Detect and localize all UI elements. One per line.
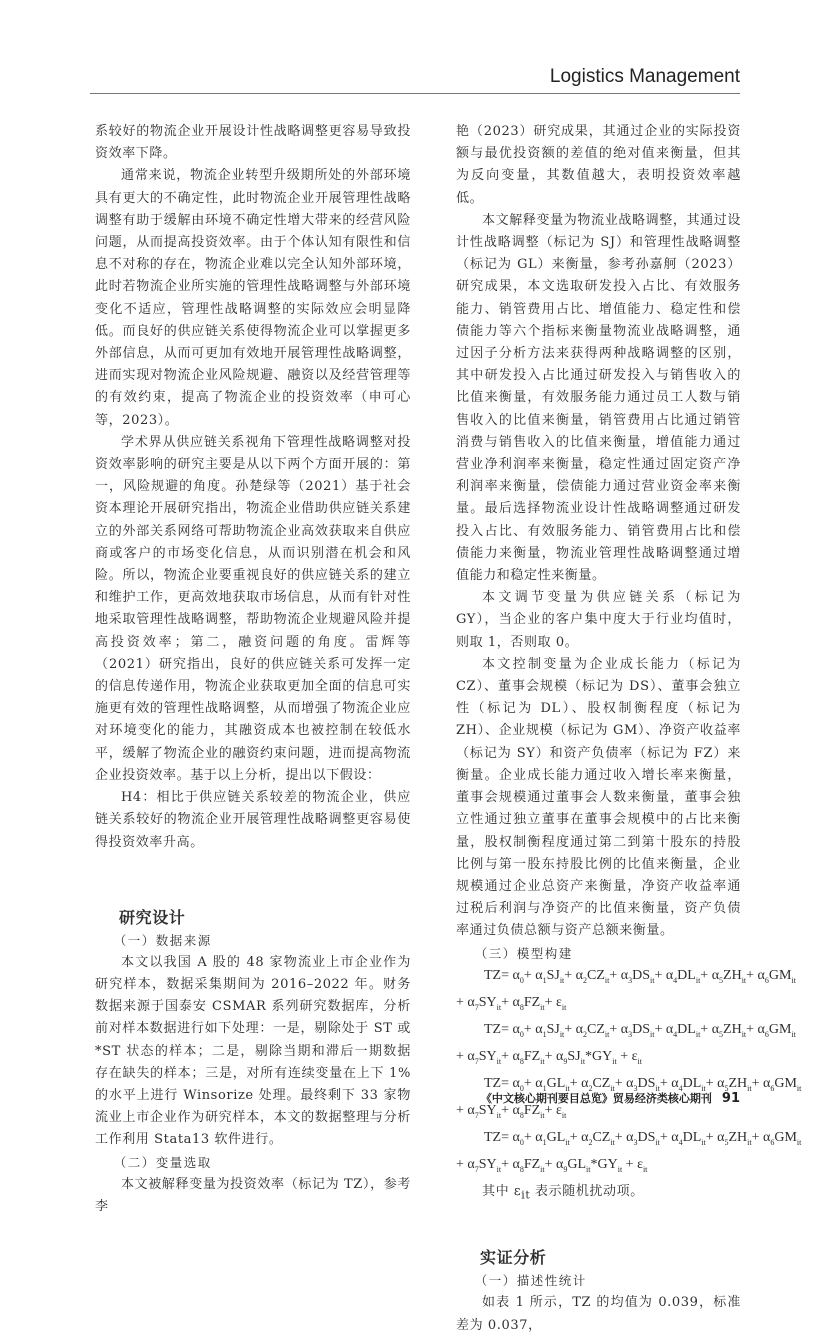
formula-subscript: 4	[678, 1137, 683, 1147]
formula-text: GL	[567, 1156, 587, 1172]
formula-text: + α	[523, 1129, 543, 1145]
formula-text: + α	[501, 1102, 520, 1118]
paragraph: 本文以我国 A 股的 48 家物流业上市企业作为研究样本，数据采集期间为 2016–2022 年。财务数据来源于国泰安 CSMAR 系列研究数据库，分析前对样本数据进行如下处理：一是，剔除处于 ST 或 *ST 状态的样本；二是，剔除当期和滞后一期数据存在缺失的样本；三是，对所有连续变量在上下 1% 的水平上进行 Winsorize 处理。最终剩下 33 家物流业上市企业作为研究样本，本文的数据整理与分析工作利用 Stata13 软件进行。	[95, 954, 411, 1148]
formula-text: CZ	[592, 1129, 611, 1145]
formula-subscript: it	[747, 1083, 752, 1093]
formula-subscript: it	[695, 975, 701, 985]
paragraph: 如表 1 所示，TZ 的均值为 0.039，标准差为 0.037，	[456, 1295, 741, 1333]
formula-text: TZ= α	[484, 1129, 520, 1145]
formula-subscript: 5	[724, 1083, 729, 1093]
formula-text: + α	[654, 967, 674, 983]
formula-subscript: 5	[719, 1029, 724, 1039]
formula-text: DL	[682, 1129, 702, 1145]
formula-text: + ε	[616, 1048, 638, 1064]
paragraph: 本文调节变量为供应链关系（标记为 GY），当企业的客户集中度大于行业均值时，则取 1，否则取 0。	[456, 590, 741, 650]
formula-text: + α	[700, 967, 720, 983]
subsection-heading-descriptive: （一）描述性统计	[474, 1273, 587, 1289]
paragraph: 本文解释变量为物流业战略调整，其通过设计性战略调整（标记为 SJ）和管理性战略调整（标记为 GL）来衡量，参考孙嘉舸（2023）研究成果，本文选取研发投入占比、有效服务能力、销管费用占比、增值能力、稳定性和偿债能力等六个指标来衡量物流业战略调整，通过因子分析方法来获得两种战略调整的区别，其中研发投入占比通过研发投入与销售收入的比值来衡量，有效服务能力通过员工人数与销售收入的比值来衡量，销管费用占比通过销管消费与销售收入的比值来衡量，增值能力通过营业净利润率来衡量，稳定性通过固定资产净利润率来衡量，偿债能力通过营业资金率来衡量。最后选择物流业设计性战略调整通过研发投入占比、有效服务能力、销管费用占比和偿债能力来衡量，物流业管理性战略调整通过增值能力和稳定性来衡量。	[456, 212, 741, 584]
formula-text: ZH	[723, 967, 742, 983]
formula-text: TZ= α	[484, 1075, 520, 1091]
formula-subscript: 0	[519, 1083, 524, 1093]
equation-1-line-1	[456, 965, 796, 992]
formula-text: DS	[632, 1021, 650, 1037]
paragraph: 学术界从供应链关系视角下管理性战略调整对投资效率影响的研究主要是从以下两个方面开展的：第一，风险规避的角度。孙楚绿等（2021）基于社会资本理论开展研究指出，物流企业借助供应链关系建立的外部关系网络可帮助物流企业高效获取来自供应商或客户的市场变化信息，从而识别潜在机会和风险。所以，物流企业要重视良好的供应链关系的建立和维护工作，更高效地获取市场信息，从而有针对性地采取管理性战略调整，帮助物流企业规避风险并提高投资效率；第二，融资问题的角度。雷辉等（2021）研究指出，良好的供应链关系可发挥一定的信息传递作用，物流企业获取更加全面的信息可实施更有效的管理性战略调整，从而增强了物流企业应对环境变化的能力，其融资成本也被控制在较低水平，缓解了物流企业的融资约束问题，进而提高物流企业投资效率。基于以上分析，提出以下假设：	[95, 434, 411, 783]
formula-subscript: it	[565, 1137, 570, 1147]
formula-text: SJ	[567, 1048, 581, 1064]
formula-subscript: it	[565, 1083, 570, 1093]
equation-4-line-1	[456, 1127, 802, 1154]
journal-running-header: Logistics Management	[549, 66, 740, 87]
formula-text: GM	[768, 967, 792, 983]
formula-text: + α	[456, 994, 475, 1010]
formula-subscript: 4	[678, 1083, 683, 1093]
formula-text: CZ	[587, 967, 605, 983]
equation-2-line-1	[456, 1019, 796, 1046]
formula-subscript: it	[540, 1002, 545, 1012]
formula-text: + α	[705, 1129, 725, 1145]
formula-subscript: 1	[542, 1083, 547, 1093]
formula-text: + α	[751, 1075, 771, 1091]
formula-text: SJ	[546, 967, 560, 983]
formula-subscript: it	[741, 975, 747, 985]
formula-subscript: it	[540, 1110, 545, 1120]
model-equations	[456, 965, 802, 1181]
formula-text: SY	[478, 1156, 497, 1172]
formula-text: + α	[659, 1129, 679, 1145]
page-number: 91	[721, 1091, 740, 1106]
paragraph: 通常来说，物流企业转型升级期所处的外部环境具有更大的不确定性，此时物流企业开展管理性战略调整有助于缓解由环境不确定性增大带来的经营风险问题，从而提高投资效率。由于个体认知有限性和信息不对称的存在，物流企业难以完全认知外部环境，此时若物流企业所实施的管理性战略调整与外部环境变化不适应，管理性战略调整的实际效应会明显降低。而良好的供应链关系使得物流企业可以掌握更多外部信息，从而可更加有效地开展管理性战略调整，进而实现对物流企业风险规避、融资以及经营管理等的有效约束，提高了物流企业的投资效率（申可心等，2023）。	[95, 168, 411, 428]
formula-text: + α	[523, 1021, 543, 1037]
formula-text: 表示随机扰动项。	[530, 1183, 644, 1199]
formula-subscript: it	[649, 1029, 655, 1039]
formula-text: *GY	[585, 1048, 613, 1064]
formula-subscript: it	[796, 1137, 802, 1147]
formula-text: + α	[746, 967, 765, 983]
formula-text: + α	[746, 1021, 765, 1037]
formula-subscript: it	[496, 1056, 502, 1066]
right-column	[456, 121, 802, 1337]
formula-text: DS	[637, 1129, 656, 1145]
formula-text: + α	[564, 1021, 583, 1037]
formula-subscript: 7	[474, 1110, 479, 1120]
formula-subscript: it	[559, 975, 565, 985]
formula-subscript: it	[496, 1164, 502, 1174]
header-rule	[90, 93, 740, 94]
formula-subscript: 0	[519, 1029, 524, 1039]
formula-text: ZH	[728, 1075, 748, 1091]
formula-text: DL	[677, 967, 696, 983]
formula-subscript: 9	[563, 1056, 568, 1066]
formula-text: SY	[478, 1048, 497, 1064]
formula-text: TZ= α	[484, 967, 520, 983]
hypothesis-h4: H4：相比于供应链关系较差的物流企业，供应链关系较好的物流企业开展管理性战略调整更容易使得投资效率升高。	[95, 790, 411, 850]
formula-subscript: it	[521, 1188, 531, 1202]
formula-subscript: it	[655, 1083, 660, 1093]
formula-subscript: 3	[633, 1137, 638, 1147]
subsection-heading-model: （三）模型构建	[474, 945, 573, 961]
formula-subscript: it	[695, 1029, 701, 1039]
footer-journal-note: 《中文核心期刊要目总览》贸易经济类核心期刊	[480, 1092, 712, 1105]
formula-text: + α	[654, 1021, 674, 1037]
formula-text: CZ	[592, 1075, 611, 1091]
formula-text: CZ	[587, 1021, 605, 1037]
page-footer	[481, 1090, 740, 1106]
paragraph: 系较好的物流企业开展设计性战略调整更容易导致投资效率下降。	[95, 124, 411, 162]
formula-subscript: 8	[519, 1164, 524, 1174]
formula-text: + α	[614, 1129, 634, 1145]
formula-subscript: it	[612, 1056, 617, 1066]
formula-subscript: 0	[519, 975, 524, 985]
formula-subscript: 7	[474, 1164, 479, 1174]
formula-text: + α	[751, 1129, 771, 1145]
formula-subscript: it	[655, 1137, 660, 1147]
formula-text: GL	[546, 1075, 566, 1091]
formula-subscript: 2	[583, 1029, 587, 1039]
formula-text: GM	[768, 1021, 792, 1037]
equation-2-line-2	[456, 1046, 741, 1073]
formula-text: + α	[523, 1075, 543, 1091]
equation-4-line-2	[456, 1154, 741, 1181]
formula-text: + ε	[544, 994, 562, 1010]
formula-subscript: 9	[563, 1164, 568, 1174]
formula-subscript: it	[741, 1029, 747, 1039]
section-heading-empirical: 实证分析	[480, 1248, 547, 1268]
formula-text: + α	[659, 1075, 679, 1091]
formula-text: DS	[637, 1075, 656, 1091]
formula-text: FZ	[523, 1102, 541, 1118]
formula-text: SY	[478, 994, 497, 1010]
formula-subscript: it	[701, 1137, 706, 1147]
formula-subscript: 8	[519, 1110, 524, 1120]
formula-text: DL	[677, 1021, 696, 1037]
subsection-heading-data-source: （一）数据来源	[113, 932, 212, 948]
formula-subscript: it	[561, 1002, 567, 1012]
formula-text: + ε	[622, 1156, 643, 1172]
formula-subscript: it	[496, 1002, 502, 1012]
paragraph: 艳（2023）研究成果，其通过企业的实际投资额与最优投资额的差值的绝对值来衡量，但其为反向变量，其数值越大，表明投资效率越低。	[456, 124, 741, 206]
formula-subscript: it	[496, 1110, 502, 1120]
formula-text: + α	[456, 1156, 475, 1172]
left-column	[95, 121, 411, 1218]
formula-subscript: 2	[588, 1083, 593, 1093]
section-heading-research-design: 研究设计	[119, 907, 186, 927]
formula-subscript: 5	[724, 1137, 729, 1147]
formula-text: + α	[501, 1048, 520, 1064]
formula-text: + α	[544, 1156, 564, 1172]
formula-subscript: 8	[519, 1056, 524, 1066]
formula-text: FZ	[523, 1048, 541, 1064]
formula-text: DL	[682, 1075, 702, 1091]
formula-subscript: it	[791, 1029, 796, 1039]
formula-subscript: 1	[542, 975, 547, 985]
formula-text: + α	[609, 1021, 629, 1037]
formula-subscript: it	[586, 1164, 591, 1174]
formula-subscript: it	[642, 1164, 648, 1174]
formula-subscript: it	[747, 1137, 752, 1147]
formula-subscript: 1	[542, 1029, 547, 1039]
subsection-heading-variables: （二）变量选取	[113, 1154, 212, 1170]
formula-text: + α	[609, 967, 629, 983]
formula-text: DS	[632, 967, 650, 983]
formula-text: + α	[705, 1075, 725, 1091]
paragraph: 本文被解释变量为投资效率（标记为 TZ），参考李	[95, 1176, 411, 1214]
formula-subscript: it	[649, 975, 655, 985]
formula-subscript: 6	[764, 975, 769, 985]
formula-subscript: 7	[474, 1056, 479, 1066]
formula-subscript: 4	[673, 975, 678, 985]
formula-text: + α	[569, 1129, 589, 1145]
formula-subscript: it	[604, 1029, 610, 1039]
formula-subscript: 0	[519, 1137, 524, 1147]
formula-text: FZ	[523, 1156, 541, 1172]
formula-text: ZH	[723, 1021, 742, 1037]
formula-text: GM	[774, 1129, 797, 1145]
formula-text: FZ	[523, 994, 541, 1010]
formula-text: + α	[700, 1021, 720, 1037]
paragraph: 本文控制变量为企业成长能力（标记为 CZ）、董事会规模（标记为 DS）、董事会独立性（标记为 DL）、股权制衡程度（标记为 ZH）、企业规模（标记为 GM）、净资产收益率（标记为 SY）和资产负债率（标记为 FZ）来衡量。企业成长能力通过收入增长率来衡量，董事会规模通过董事会人数来衡量，董事会独立性通过独立董事在董事会规模中的占比来衡量，股权制衡程度通过第二到第十股东的持股比例与第一股东持股比例的比值来衡量，企业规模通过企业总资产来衡量，净资产收益率通过税后利润与净资产的比值来衡量，资产负债率通过负债总额与资产总额来衡量。	[456, 656, 741, 939]
formula-subscript: it	[637, 1056, 642, 1066]
formula-subscript: it	[540, 1056, 545, 1066]
formula-text: 其中 ε	[482, 1183, 522, 1199]
formula-text: + α	[614, 1075, 634, 1091]
formula-subscript: it	[610, 1083, 615, 1093]
formula-text: + ε	[544, 1102, 562, 1118]
formula-subscript: it	[561, 1110, 567, 1120]
formula-text: + α	[456, 1048, 475, 1064]
formula-subscript: 2	[583, 975, 587, 985]
formula-text: + α	[564, 967, 583, 983]
epsilon-note	[456, 1181, 741, 1207]
formula-text: TZ= α	[484, 1021, 520, 1037]
formula-subscript: 3	[628, 975, 633, 985]
formula-subscript: 2	[588, 1137, 593, 1147]
formula-text: + α	[523, 967, 543, 983]
formula-text: + α	[544, 1048, 564, 1064]
formula-subscript: it	[540, 1164, 545, 1174]
formula-subscript: it	[796, 1083, 802, 1093]
formula-subscript: it	[610, 1137, 615, 1147]
formula-subscript: 8	[519, 1002, 524, 1012]
formula-subscript: it	[791, 975, 796, 985]
formula-text: + α	[569, 1075, 589, 1091]
formula-text: *GY	[590, 1156, 618, 1172]
formula-subscript: 6	[770, 1137, 775, 1147]
formula-text: + α	[501, 994, 520, 1010]
formula-subscript: it	[604, 975, 610, 985]
formula-subscript: 5	[719, 975, 724, 985]
formula-text: SY	[478, 1102, 497, 1118]
formula-subscript: it	[701, 1083, 706, 1093]
formula-text: + α	[501, 1156, 520, 1172]
formula-subscript: it	[617, 1164, 623, 1174]
formula-subscript: it	[559, 1029, 565, 1039]
formula-subscript: it	[580, 1056, 586, 1066]
formula-subscript: 1	[542, 1137, 547, 1147]
formula-text: ZH	[728, 1129, 748, 1145]
equation-1-line-2	[456, 992, 741, 1019]
formula-subscript: 7	[474, 1002, 479, 1012]
formula-text: + α	[456, 1102, 475, 1118]
formula-subscript: 3	[628, 1029, 633, 1039]
formula-text: SJ	[546, 1021, 560, 1037]
formula-subscript: 4	[673, 1029, 678, 1039]
formula-subscript: 6	[770, 1083, 775, 1093]
formula-subscript: 6	[764, 1029, 769, 1039]
formula-text: GL	[546, 1129, 566, 1145]
formula-text: GM	[774, 1075, 797, 1091]
formula-subscript: 3	[633, 1083, 638, 1093]
